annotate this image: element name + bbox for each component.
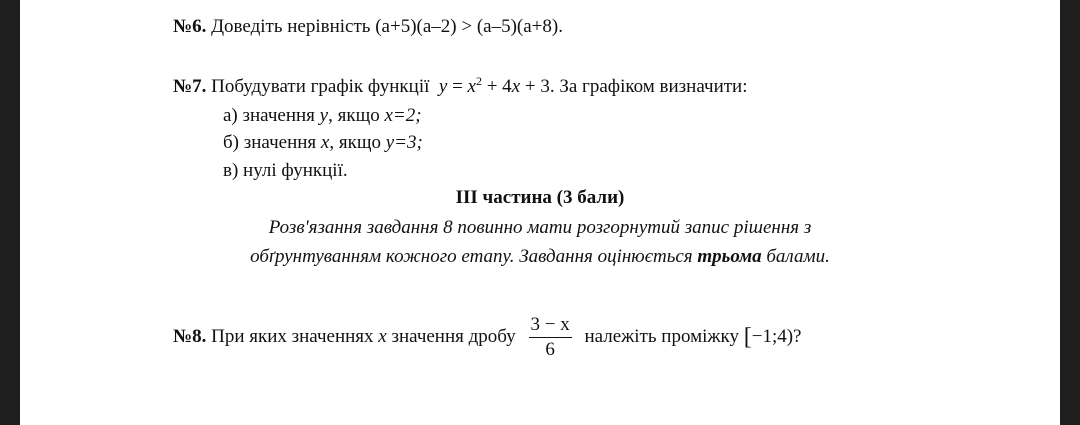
task-8-number: №8. bbox=[173, 325, 207, 347]
fraction bbox=[529, 313, 572, 362]
function-lhs: y bbox=[438, 76, 448, 97]
task-8-text-mid: значення дробу bbox=[386, 325, 516, 347]
task-7-item-b bbox=[223, 131, 423, 155]
fraction-denominator: 6 bbox=[545, 339, 555, 360]
part-3-note-line-2 bbox=[20, 245, 1060, 269]
task-7 bbox=[173, 75, 748, 99]
item-b-prefix: б) значення bbox=[223, 132, 321, 153]
item-a-mid: , якщо bbox=[328, 105, 385, 126]
item-a-prefix: а) значення bbox=[223, 105, 320, 126]
task-7-item-c bbox=[223, 159, 348, 183]
task-8-var: x bbox=[378, 325, 387, 347]
function-power: 2 bbox=[475, 74, 482, 88]
task-8-text-end: належіть проміжку bbox=[584, 325, 739, 347]
item-b-condition: y=3; bbox=[385, 132, 423, 153]
item-b-var: x bbox=[320, 132, 330, 153]
function-x: x bbox=[467, 76, 476, 97]
task-6 bbox=[173, 15, 563, 39]
interval-close: )? bbox=[786, 325, 802, 347]
task-6-inequality: (a+5)(a–2) > (a–5)(a+8). bbox=[375, 16, 563, 37]
function-eq: = bbox=[447, 76, 468, 97]
note-line-2-end: балами. bbox=[761, 246, 830, 267]
task-6-text: Доведіть нерівність bbox=[211, 16, 371, 37]
task-7-text: Побудувати графік функції bbox=[211, 76, 430, 97]
item-c-prefix: в) нулі функції. bbox=[223, 160, 348, 181]
interval-open-bracket: [ bbox=[743, 323, 752, 350]
fraction-numerator: 3 − x bbox=[529, 313, 572, 338]
task-8-text-start: При яких значеннях bbox=[211, 325, 379, 347]
part-3-title: ІІІ частина (3 бали) bbox=[455, 187, 625, 208]
item-a-condition: x=2; bbox=[384, 105, 422, 126]
task-7-number: №7. bbox=[173, 76, 207, 97]
task-6-number: №6. bbox=[173, 16, 207, 37]
function-rest-2: + 3. bbox=[520, 76, 555, 97]
item-b-mid: , якщо bbox=[329, 132, 386, 153]
task-8 bbox=[173, 313, 802, 362]
part-3-note-line-1: Розв'язання завдання 8 повинно мати розгорнутий запис рішення з bbox=[268, 217, 812, 238]
item-a-var: y bbox=[319, 105, 329, 126]
function-x2: x bbox=[511, 76, 521, 97]
task-7-instruction: За графіком визначити: bbox=[559, 76, 748, 97]
document-page bbox=[20, 0, 1060, 425]
function-rest-1: + 4 bbox=[481, 76, 512, 97]
interval-values: −1;4 bbox=[751, 325, 787, 347]
note-line-2-bold: трьома bbox=[697, 246, 762, 267]
task-7-item-a bbox=[223, 104, 422, 128]
note-line-2-start: обґрунтуванням кожного етапу. Завдання оцінюється bbox=[250, 246, 698, 267]
